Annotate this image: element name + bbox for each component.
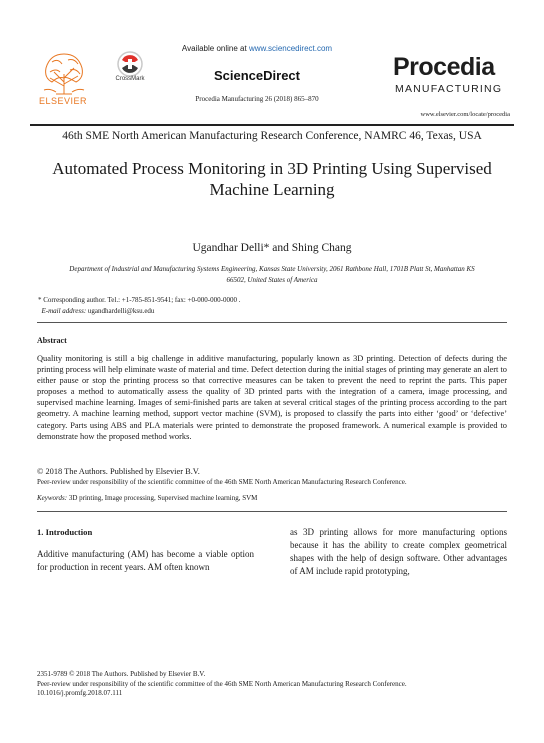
page-footer <box>37 670 507 699</box>
footer-peer-review: Peer-review under responsibility of the scientific committee of the 46th SME North American Manufacturing Research Conference. <box>37 679 407 688</box>
email-address[interactable]: ugandhardelli@ksu.edu <box>87 306 155 315</box>
header-divider <box>30 124 514 126</box>
journal-logo-subtitle: MANUFACTURING <box>395 83 503 95</box>
journal-homepage-link[interactable]: www.elsevier.com/locate/procedia <box>420 111 510 118</box>
keywords-label: Keywords: <box>37 494 68 502</box>
title-line-1: Automated Process Monitoring in 3D Printing Using Supervised <box>52 159 492 178</box>
affiliation-line-2: 66502, United States of America <box>226 275 318 284</box>
journal-logo-name: Procedia <box>393 53 495 81</box>
copyright-notice: © 2018 The Authors. Published by Elsevier B.V. <box>37 467 200 476</box>
title-line-2: Machine Learning <box>209 180 335 199</box>
abstract-heading: Abstract <box>37 336 67 345</box>
keywords-line <box>37 494 507 502</box>
abstract-body: Quality monitoring is still a big challenge in additive manufacturing, popularly known as 3D printing. Detection of defects during the printing process will help eliminate waste of material and time. Defect detection during the initial stages of printing may generate an alert to either pause or stop the printing process so that corrective measures can be taken to prevent the need to reprint the parts. This paper proposes a method to automatically assess the quality of 3D printed parts with the integration of a camera, image processing, and supervised machine learning. Images of semi-finished parts are taken at several critical stages of the printing process according to the part geometry. A machine learning method, support vector machine (SVM), is proposed to classify the parts into either ‘good’ or ‘defective’ category. Parts using ABS and PLA materials were printed to demonstrate the proposed framework. A numerical example is provided to demonstrate how the proposed method works. <box>37 354 507 441</box>
sciencedirect-link[interactable]: www.sciencedirect.com <box>248 44 333 53</box>
author-affiliation <box>34 264 510 285</box>
issn-copyright: 2351-9789 © 2018 The Authors. Published by Elsevier B.V. <box>37 670 206 678</box>
abstract-top-divider <box>37 322 507 323</box>
doi-link[interactable]: 10.1016/j.promfg.2018.07.111 <box>37 689 123 698</box>
corresponding-author-note <box>38 295 498 316</box>
crossmark-label: CrossMark <box>115 76 145 82</box>
section-heading-introduction: 1. Introduction <box>37 527 93 537</box>
author-list: Ugandhar Delli* and Shing Chang <box>192 242 352 254</box>
publisher-name: ELSEVIER <box>38 96 88 106</box>
platform-name: ScienceDirect <box>214 68 300 83</box>
crossmark-icon[interactable] <box>113 50 147 90</box>
body-column-left: Additive manufacturing (AM) has become a viable option for production in recent years. AM often known <box>37 549 254 572</box>
abstract-bottom-divider <box>37 511 507 512</box>
corresponding-contact: * Corresponding author. Tel.: +1-785-851-9541; fax: +0-000-000-0000 . <box>38 296 241 304</box>
keywords-list: 3D printing, Image processing, Supervised machine learning, SVM <box>68 494 258 502</box>
available-prefix: Available online at <box>181 44 247 53</box>
journal-citation: Procedia Manufacturing 26 (2018) 865–870 <box>195 95 319 103</box>
affiliation-line-1: Department of Industrial and Manufacturing Systems Engineering, Kansas State University, 2061 Rathbone Hall, 1701B Platt St, Manhattan KS <box>69 265 475 273</box>
email-line <box>38 306 498 317</box>
paper-title <box>30 158 514 200</box>
available-online-line <box>152 44 362 53</box>
peer-review-notice: Peer-review under responsibility of the scientific committee of the 46th SME North American Manufacturing Research Conference. <box>37 478 407 486</box>
conference-name: 46th SME North American Manufacturing Research Conference, NAMRC 46, Texas, USA <box>62 130 482 142</box>
email-label: E-mail address: <box>41 306 87 315</box>
body-column-right: as 3D printing allows for more manufacturing options because it has the ability to create complex geometrical shapes with the help of design software. Other advantages of AM include rapid prototyping, <box>290 527 507 576</box>
